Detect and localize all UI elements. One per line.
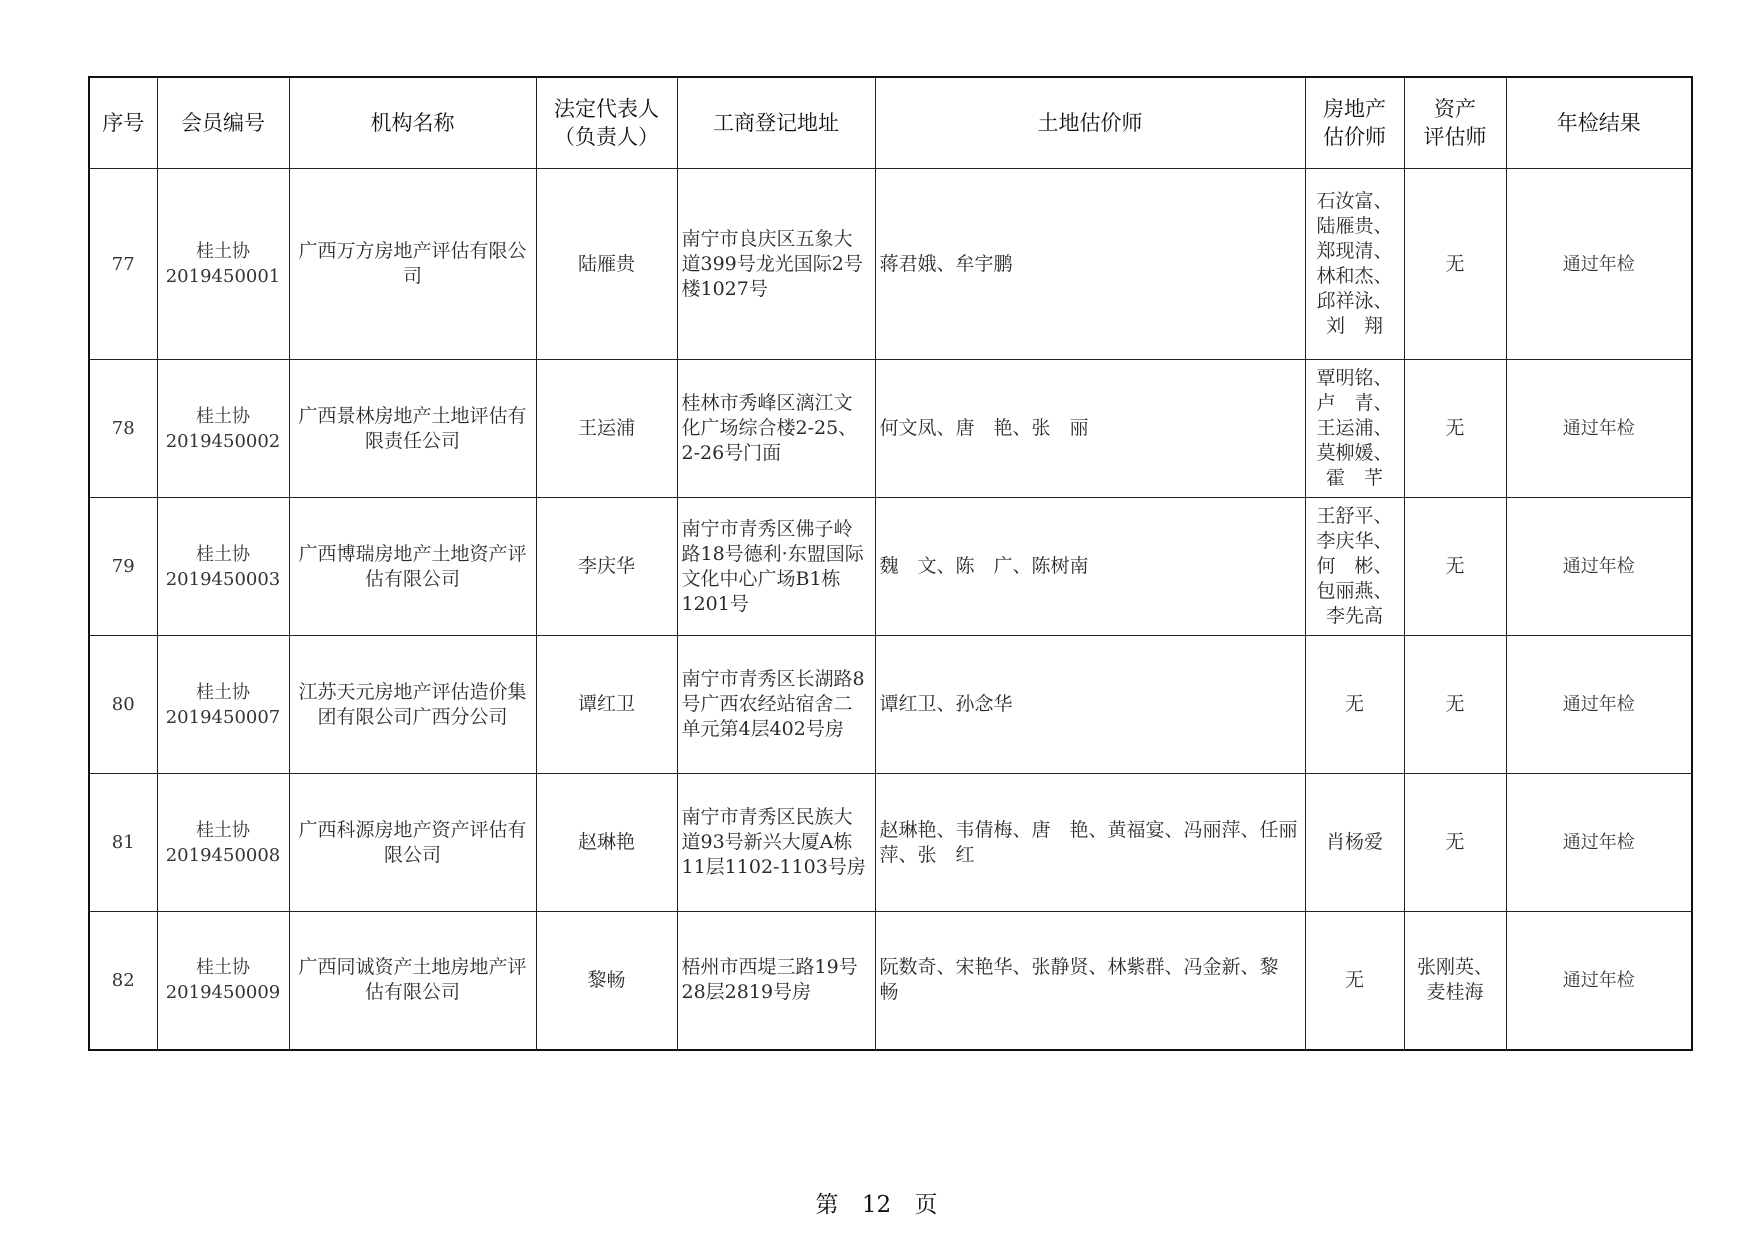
member-number: 2019450008 [165, 844, 281, 866]
member-number: 2019450003 [165, 568, 281, 590]
row-realestate-appraisers: 石汝富、陆雁贵、郑现清、林和杰、邱祥泳、刘 翔 [1305, 169, 1404, 360]
header-legal-rep-line1: 法定代表人 [554, 97, 659, 121]
header-land-appraisers: 土地估价师 [875, 77, 1305, 169]
table-row [89, 360, 1692, 498]
row-asset-appraisers: 无 [1404, 774, 1506, 912]
row-org-name: 广西万方房地产评估有限公司 [289, 169, 536, 360]
row-asset-appraisers: 无 [1404, 360, 1506, 498]
header-legal-rep [536, 77, 677, 169]
header-result: 年检结果 [1506, 77, 1692, 169]
row-org-name: 广西博瑞房地产土地资产评估有限公司 [289, 498, 536, 636]
row-address: 南宁市青秀区佛子岭路18号德利·东盟国际文化中心广场B1栋1201号 [677, 498, 875, 636]
page-number: 12 [861, 1192, 892, 1218]
table-row [89, 636, 1692, 774]
member-number: 2019450007 [165, 706, 281, 728]
row-org-name: 广西科源房地产资产评估有限公司 [289, 774, 536, 912]
table-row [89, 169, 1692, 360]
member-prefix: 桂土协 [196, 819, 250, 841]
row-member-no [157, 912, 289, 1050]
row-realestate-appraisers: 王舒平、李庆华、何 彬、包丽燕、李先高 [1305, 498, 1404, 636]
row-index: 81 [89, 774, 157, 912]
row-legal-rep: 陆雁贵 [536, 169, 677, 360]
row-legal-rep: 黎畅 [536, 912, 677, 1050]
row-result: 通过年检 [1506, 774, 1692, 912]
row-land-appraisers: 赵琳艳、韦倩梅、唐 艳、黄福宴、冯丽萍、任丽萍、张 红 [875, 774, 1305, 912]
row-address: 桂林市秀峰区漓江文化广场综合楼2-25、2-26号门面 [677, 360, 875, 498]
member-prefix: 桂土协 [196, 681, 250, 703]
row-asset-appraisers: 无 [1404, 636, 1506, 774]
table-row [89, 774, 1692, 912]
row-land-appraisers: 魏 文、陈 广、陈树南 [875, 498, 1305, 636]
header-legal-rep-line2: （负责人） [554, 125, 659, 149]
member-prefix: 桂土协 [196, 543, 250, 565]
row-org-name: 江苏天元房地产评估造价集团有限公司广西分公司 [289, 636, 536, 774]
row-org-name: 广西同诚资产土地房地产评估有限公司 [289, 912, 536, 1050]
appraisal-table-container [88, 76, 1693, 1051]
row-asset-appraisers: 无 [1404, 498, 1506, 636]
row-land-appraisers: 何文凤、唐 艳、张 丽 [875, 360, 1305, 498]
page-footer [0, 1186, 1753, 1219]
header-realestate-line2: 估价师 [1323, 125, 1386, 149]
row-asset-appraisers: 无 [1404, 169, 1506, 360]
row-asset-appraisers: 张刚英、麦桂海 [1404, 912, 1506, 1050]
appraisal-institution-table [88, 76, 1693, 1051]
header-member-no: 会员编号 [157, 77, 289, 169]
row-org-name: 广西景林房地产土地评估有限责任公司 [289, 360, 536, 498]
row-member-no [157, 169, 289, 360]
member-number: 2019450009 [165, 982, 281, 1004]
header-index: 序号 [89, 77, 157, 169]
row-member-no [157, 360, 289, 498]
row-legal-rep: 赵琳艳 [536, 774, 677, 912]
row-member-no [157, 774, 289, 912]
row-index: 80 [89, 636, 157, 774]
member-number: 2019450002 [165, 430, 281, 452]
row-address: 南宁市青秀区民族大道93号新兴大厦A栋11层1102-1103号房 [677, 774, 875, 912]
member-number: 2019450001 [165, 266, 281, 287]
row-realestate-appraisers: 肖杨爱 [1305, 774, 1404, 912]
header-asset-line2: 评估师 [1423, 125, 1487, 149]
row-result: 通过年检 [1506, 169, 1692, 360]
row-land-appraisers: 谭红卫、孙念华 [875, 636, 1305, 774]
row-address: 南宁市良庆区五象大道399号龙光国际2号楼1027号 [677, 169, 875, 360]
row-land-appraisers: 蒋君娥、牟宇鹏 [875, 169, 1305, 360]
table-header-row [89, 77, 1692, 169]
header-address: 工商登记地址 [677, 77, 875, 169]
row-result: 通过年检 [1506, 498, 1692, 636]
row-legal-rep: 李庆华 [536, 498, 677, 636]
row-index: 82 [89, 912, 157, 1050]
row-result: 通过年检 [1506, 912, 1692, 1050]
row-address: 南宁市青秀区长湖路8号广西农经站宿舍二单元第4层402号房 [677, 636, 875, 774]
row-realestate-appraisers: 无 [1305, 636, 1404, 774]
row-result: 通过年检 [1506, 360, 1692, 498]
header-org-name: 机构名称 [289, 77, 536, 169]
member-prefix: 桂土协 [196, 405, 250, 427]
header-asset-appraisers [1404, 77, 1506, 169]
row-result: 通过年检 [1506, 636, 1692, 774]
header-realestate-appraisers [1305, 77, 1404, 169]
table-row [89, 912, 1692, 1050]
row-legal-rep: 谭红卫 [536, 636, 677, 774]
row-member-no [157, 636, 289, 774]
row-index: 78 [89, 360, 157, 498]
table-row [89, 498, 1692, 636]
page-number-prefix: 第 [815, 1192, 839, 1218]
row-index: 79 [89, 498, 157, 636]
member-prefix: 桂土协 [196, 241, 250, 262]
row-land-appraisers: 阮数奇、宋艳华、张静贤、林紫群、冯金新、黎 畅 [875, 912, 1305, 1050]
member-prefix: 桂土协 [196, 957, 250, 979]
row-realestate-appraisers: 无 [1305, 912, 1404, 1050]
header-realestate-line1: 房地产 [1323, 97, 1386, 121]
row-legal-rep: 王运浦 [536, 360, 677, 498]
row-member-no [157, 498, 289, 636]
header-asset-line1: 资产 [1434, 97, 1476, 121]
page-number-suffix: 页 [914, 1192, 938, 1218]
row-index: 77 [89, 169, 157, 360]
row-realestate-appraisers: 覃明铭、卢 青、王运浦、莫柳媛、霍 芊 [1305, 360, 1404, 498]
row-address: 梧州市西堤三路19号28层2819号房 [677, 912, 875, 1050]
